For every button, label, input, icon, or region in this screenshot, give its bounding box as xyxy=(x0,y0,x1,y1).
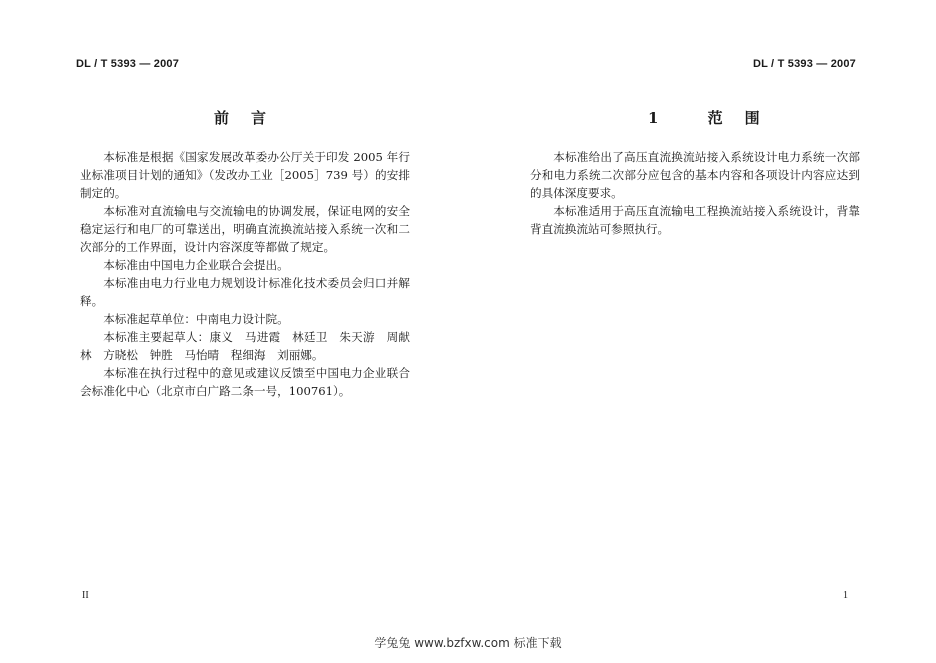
left-page xyxy=(0,0,468,630)
page-heading: 前言 xyxy=(214,109,289,127)
paragraph: 本标准主要起草人：康义 马进霞 林廷卫 朱天游 周献林 方晓松 钟胜 马怡晴 程细海 刘丽娜。 xyxy=(80,330,410,362)
paragraph: 本标准在执行过程中的意见或建议反馈至中国电力企业联合会标准化中心（北京市白广路二条一号，100761）。 xyxy=(80,366,410,398)
paragraph: 本标准起草单位：中南电力设计院。 xyxy=(103,312,289,326)
paragraph: 本标准适用于高压直流输电工程换流站接入系统设计，背靠背直流换流站可参照执行。 xyxy=(530,204,860,236)
paragraph: 本标准是根据《国家发展改革委办公厅关于印发 2005 年行业标准项目计划的通知》（发改办工业［2005］739 号）的安排制定的。 xyxy=(80,150,410,200)
right-page xyxy=(468,0,936,630)
paragraph: 本标准由电力行业电力规划设计标准化技术委员会归口并解释。 xyxy=(80,276,410,308)
page-number: II xyxy=(82,590,89,601)
page-number: 1 xyxy=(843,590,848,601)
body-text xyxy=(530,148,860,238)
download-footer: 学兔兔 www.bzfxw.com 标准下载 xyxy=(374,636,562,650)
standard-code: DL / T 5393 — 2007 xyxy=(76,58,180,70)
paragraph: 本标准对直流输电与交流输电的协调发展，保证电网的安全稳定运行和电厂的可靠送出，明确直流换流站接入系统一次和二次部分的工作界面，设计内容深度等都做了规定。 xyxy=(80,204,410,254)
body-text xyxy=(80,148,410,400)
standard-code: DL / T 5393 — 2007 xyxy=(752,58,856,70)
section-heading: 1 范围 xyxy=(648,109,782,127)
paragraph: 本标准给出了高压直流换流站接入系统设计电力系统一次部分和电力系统二次部分应包含的基本内容和各项设计内容应达到的具体深度要求。 xyxy=(530,150,860,200)
paragraph: 本标准由中国电力企业联合会提出。 xyxy=(103,258,289,272)
